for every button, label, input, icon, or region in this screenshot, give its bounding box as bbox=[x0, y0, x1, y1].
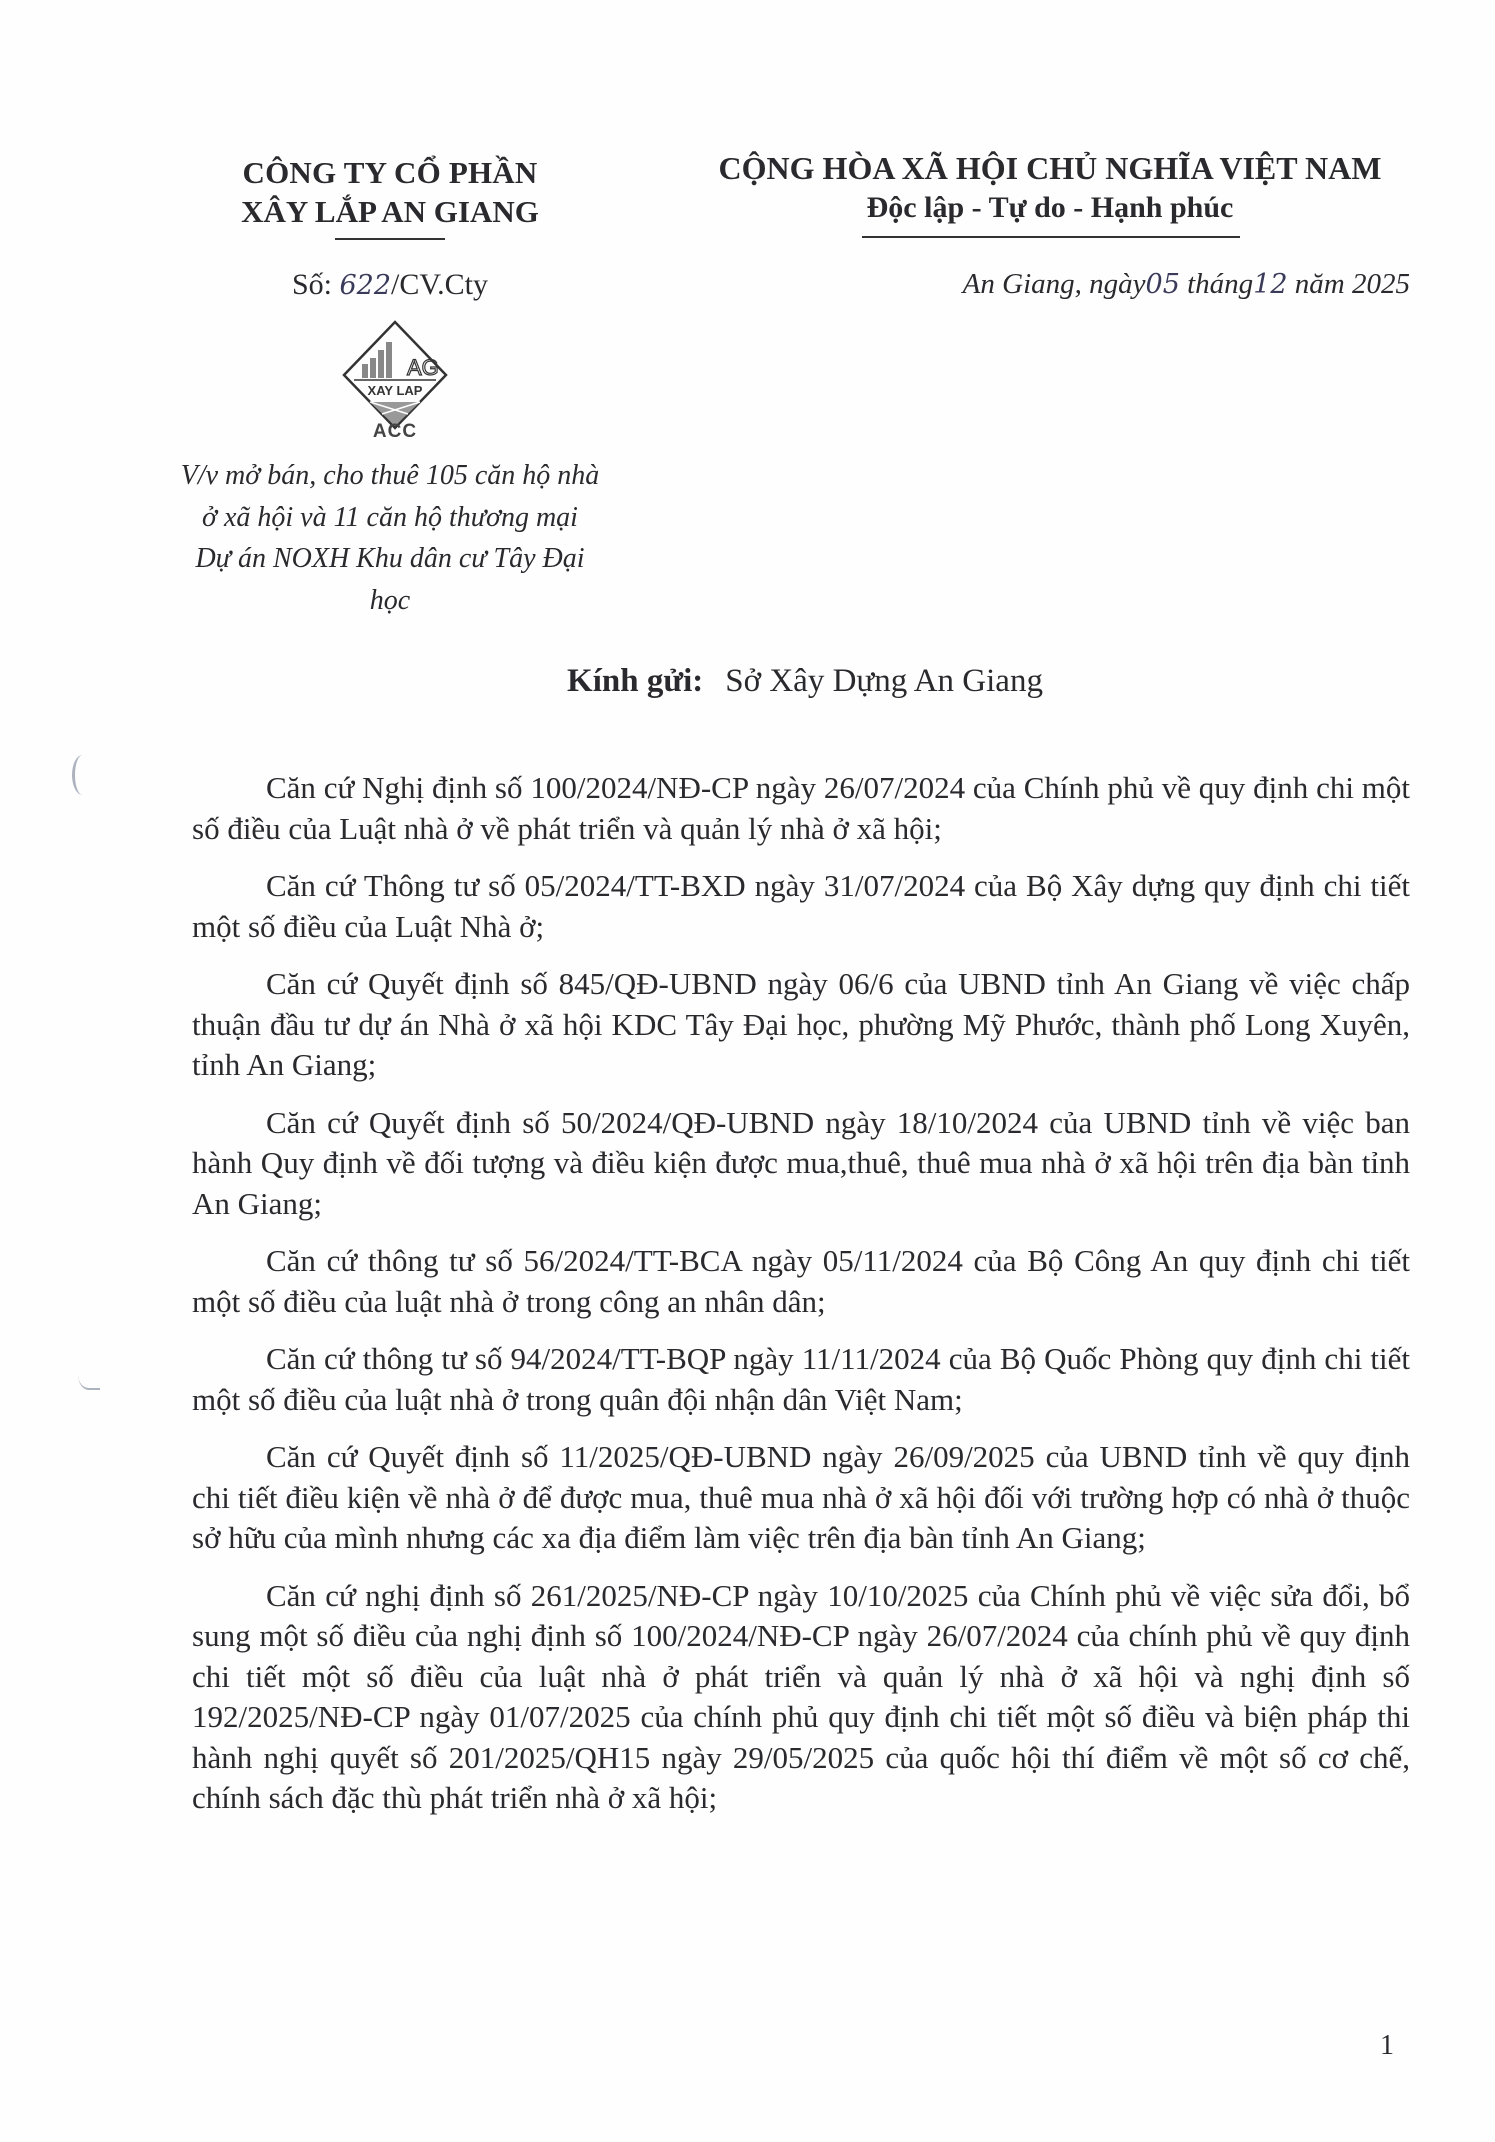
logo-caption: ACC bbox=[372, 421, 418, 442]
subject-line: V/v mở bán, cho thuê 105 căn hộ nhà bbox=[180, 460, 600, 491]
svg-text:AG: AG bbox=[407, 355, 439, 380]
date-prefix: An Giang, ngày bbox=[962, 268, 1146, 300]
recipient-name: Sở Xây Dựng An Giang bbox=[725, 663, 1043, 699]
date-year: năm 2025 bbox=[1287, 268, 1410, 300]
recipient-line bbox=[180, 663, 1430, 700]
subject-line: Dự án NOXH Khu dân cư Tây Đại bbox=[195, 543, 585, 574]
logo-inner-text: XAY LAP bbox=[367, 383, 423, 398]
date-day-handwritten: 05 bbox=[1145, 269, 1180, 300]
national-title: CỘNG HÒA XÃ HỘI CHỦ NGHĨA VIỆT NAM bbox=[718, 150, 1382, 186]
subject-block bbox=[130, 455, 650, 621]
document-body bbox=[192, 768, 1410, 1836]
motto-underline bbox=[862, 236, 1240, 238]
national-motto: Độc lập - Tự do - Hạnh phúc bbox=[866, 191, 1234, 224]
company-underline bbox=[335, 238, 445, 240]
legal-basis-paragraph: Căn cứ Quyết định số 845/QĐ-UBND ngày 06/6 của UBND tỉnh An Giang về việc chấp thuận đầu tư dự án Nhà ở xã hội KDC Tây Đại học, phường Mỹ Phước, thành phố Long Xuyên, tỉnh An Giang; bbox=[192, 966, 1410, 1082]
company-logo-icon bbox=[340, 320, 450, 430]
issue-date bbox=[700, 268, 1410, 301]
legal-basis-paragraph: Căn cứ thông tư số 94/2024/TT-BQP ngày 11/11/2024 của Bộ Quốc Phòng quy định chi tiết một số điều của luật nhà ở trong quân đội nhận dân Việt Nam; bbox=[192, 1341, 1410, 1417]
page-number: 1 bbox=[1380, 2030, 1394, 2061]
legal-basis-paragraph: Căn cứ Quyết định số 11/2025/QĐ-UBND ngày 26/09/2025 của UBND tỉnh về quy định chi tiết điều kiện về nhà ở để được mua, thuê mua nhà ở xã hội đối với trường hợp có nhà ở thuộc sở hữu của mình nhưng các xa địa điểm làm việc trên địa bàn tỉnh An Giang; bbox=[192, 1439, 1410, 1555]
document-number bbox=[190, 268, 590, 302]
punch-hole-mark-bottom bbox=[78, 1360, 100, 1390]
date-month-handwritten: 12 bbox=[1253, 269, 1288, 300]
subject-line: học bbox=[369, 584, 411, 616]
date-month-label: tháng bbox=[1179, 268, 1254, 300]
document-number-suffix: /CV.Cty bbox=[391, 268, 489, 301]
punch-hole-mark-top bbox=[72, 755, 93, 795]
company-name-line2: XÂY LẮP AN GIANG bbox=[241, 194, 539, 229]
legal-basis-paragraph: Căn cứ nghị định số 261/2025/NĐ-CP ngày 10/10/2025 của Chính phủ về việc sửa đổi, bổ sung một số điều của nghị định số 100/2024/NĐ-CP ngày 26/07/2024 của chính phủ về quy định chi tiết một số điều của luật nhà ở phát triển và quản lý nhà ở xã hội và nghị định số 192/2025/NĐ-CP ngày 01/07/2025 của chính phủ quy định chi tiết một số điều và biện pháp thi hành nghị quyết số 201/2025/QH15 ngày 29/05/2025 của quốc hội thí điểm về một số cơ chế, chính sách đặc thù phát triển nhà ở xã hội; bbox=[192, 1577, 1410, 1815]
legal-basis-paragraph: Căn cứ Nghị định số 100/2024/NĐ-CP ngày 26/07/2024 của Chính phủ về quy định chi một số điều của Luật nhà ở về phát triển và quản lý nhà ở xã hội; bbox=[192, 770, 1410, 846]
subject-line: ở xã hội và 11 căn hộ thương mại bbox=[202, 501, 578, 533]
legal-basis-paragraph: Căn cứ thông tư số 56/2024/TT-BCA ngày 05/11/2024 của Bộ Công An quy định chi tiết một số điều của luật nhà ở trong công an nhân dân; bbox=[192, 1243, 1410, 1319]
legal-basis-paragraph: Căn cứ Thông tư số 05/2024/TT-BXD ngày 31/07/2024 của Bộ Xây dựng quy định chi tiết một số điều của Luật Nhà ở; bbox=[192, 868, 1410, 944]
document-number-prefix: Số: bbox=[291, 268, 340, 301]
company-name-line1: CÔNG TY CỔ PHẦN bbox=[242, 155, 538, 190]
document-number-handwritten: 622 bbox=[339, 270, 392, 301]
recipient-label: Kính gửi: bbox=[567, 663, 704, 699]
legal-basis-paragraph: Căn cứ Quyết định số 50/2024/QĐ-UBND ngày 18/10/2024 của UBND tỉnh về việc ban hành Quy định về đối tượng và điều kiện được mua,thuê, thuê mua nhà ở xã hội trên địa bàn tỉnh An Giang; bbox=[192, 1104, 1410, 1221]
